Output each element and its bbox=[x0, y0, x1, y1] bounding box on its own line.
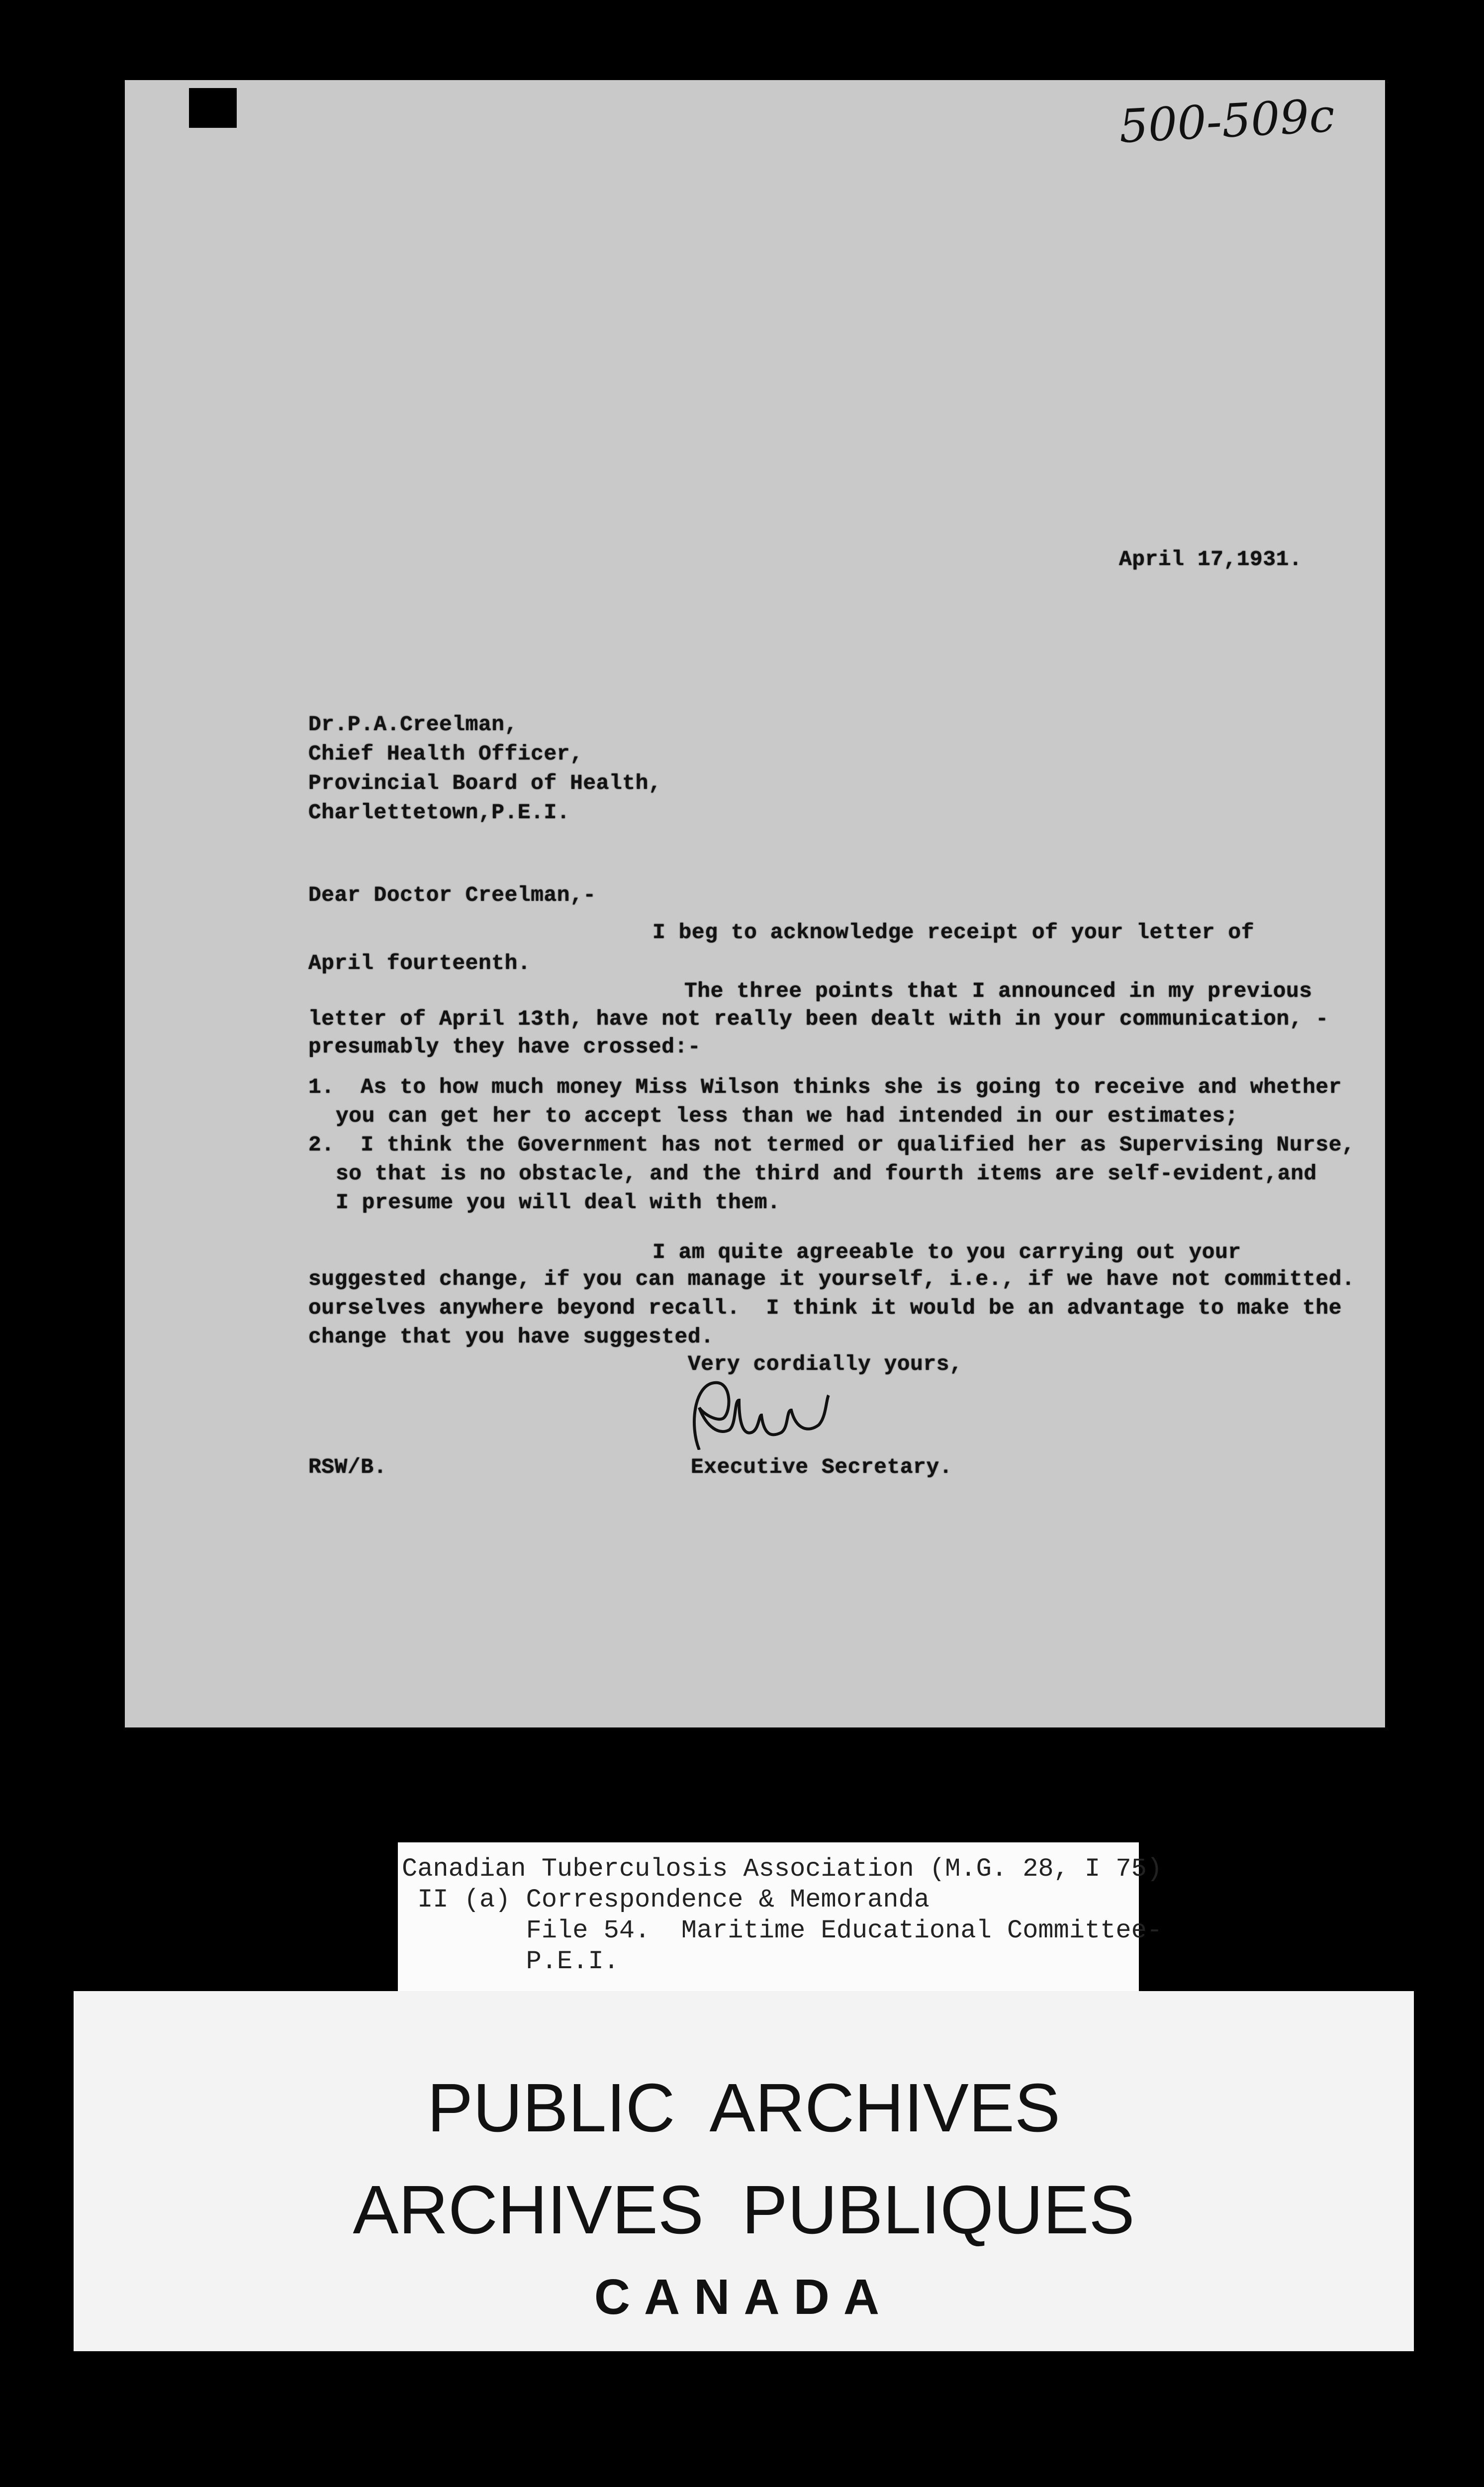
paragraph-line: presumably they have crossed:- bbox=[308, 1035, 701, 1059]
paragraph-line: I beg to acknowledge receipt of your letter of bbox=[652, 920, 1254, 945]
paragraph-line: I am quite agreeable to you carrying out your bbox=[652, 1240, 1241, 1264]
label-line: Canadian Tuberculosis Association (M.G. 28, I 75) bbox=[402, 1854, 1163, 1884]
salutation: Dear Doctor Creelman,- bbox=[308, 883, 596, 907]
public-archives-banner bbox=[74, 1991, 1414, 2351]
corner-mark bbox=[189, 88, 237, 128]
paragraph-line: change that you have suggested. bbox=[308, 1325, 714, 1349]
list-item-line: 1. As to how much money Miss Wilson thinks she is going to receive and whether bbox=[308, 1075, 1342, 1099]
paragraph-line: The three points that I announced in my previous bbox=[684, 979, 1312, 1003]
list-item-line: 2. I think the Government has not termed or qualified her as Supervising Nurse, bbox=[308, 1133, 1355, 1157]
label-line: File 54. Maritime Educational Committee- bbox=[402, 1916, 1163, 1945]
address-line: Dr.P.A.Creelman, bbox=[308, 712, 518, 737]
address-line: Charlettetown,P.E.I. bbox=[308, 800, 570, 825]
paragraph-line: suggested change, if you can manage it yourself, i.e., if we have not committed. bbox=[308, 1267, 1355, 1291]
banner-country: CANADA bbox=[594, 2269, 894, 2325]
list-item-line: I presume you will deal with them. bbox=[336, 1190, 781, 1215]
address-line: Provincial Board of Health, bbox=[308, 771, 662, 795]
list-item-line: you can get her to accept less than we had intended in our estimates; bbox=[336, 1104, 1238, 1128]
paragraph-line: ourselves anywhere beyond recall. I think it would be an advantage to make the bbox=[308, 1296, 1342, 1320]
label-line: P.E.I. bbox=[402, 1947, 619, 1976]
closing: Very cordially yours, bbox=[688, 1352, 963, 1376]
typist-initials: RSW/B. bbox=[308, 1455, 387, 1479]
signatory-title: Executive Secretary. bbox=[691, 1455, 953, 1479]
paragraph-line: April fourteenth. bbox=[308, 951, 531, 975]
banner-french: ARCHIVES PUBLIQUES bbox=[353, 2172, 1135, 2248]
label-line: II (a) Correspondence & Memoranda bbox=[402, 1885, 929, 1914]
address-line: Chief Health Officer, bbox=[308, 742, 583, 766]
signature bbox=[684, 1380, 923, 1450]
paragraph-line: letter of April 13th, have not really been dealt with in your communication, - bbox=[308, 1007, 1329, 1031]
list-item-line: so that is no obstacle, and the third and fourth items are self-evident,and bbox=[336, 1161, 1317, 1186]
letter-date: April 17,1931. bbox=[1119, 547, 1302, 572]
file-annotation: 500-509c bbox=[1117, 89, 1336, 154]
banner-english: PUBLIC ARCHIVES bbox=[427, 2070, 1061, 2146]
archive-label-card bbox=[398, 1842, 1163, 1992]
